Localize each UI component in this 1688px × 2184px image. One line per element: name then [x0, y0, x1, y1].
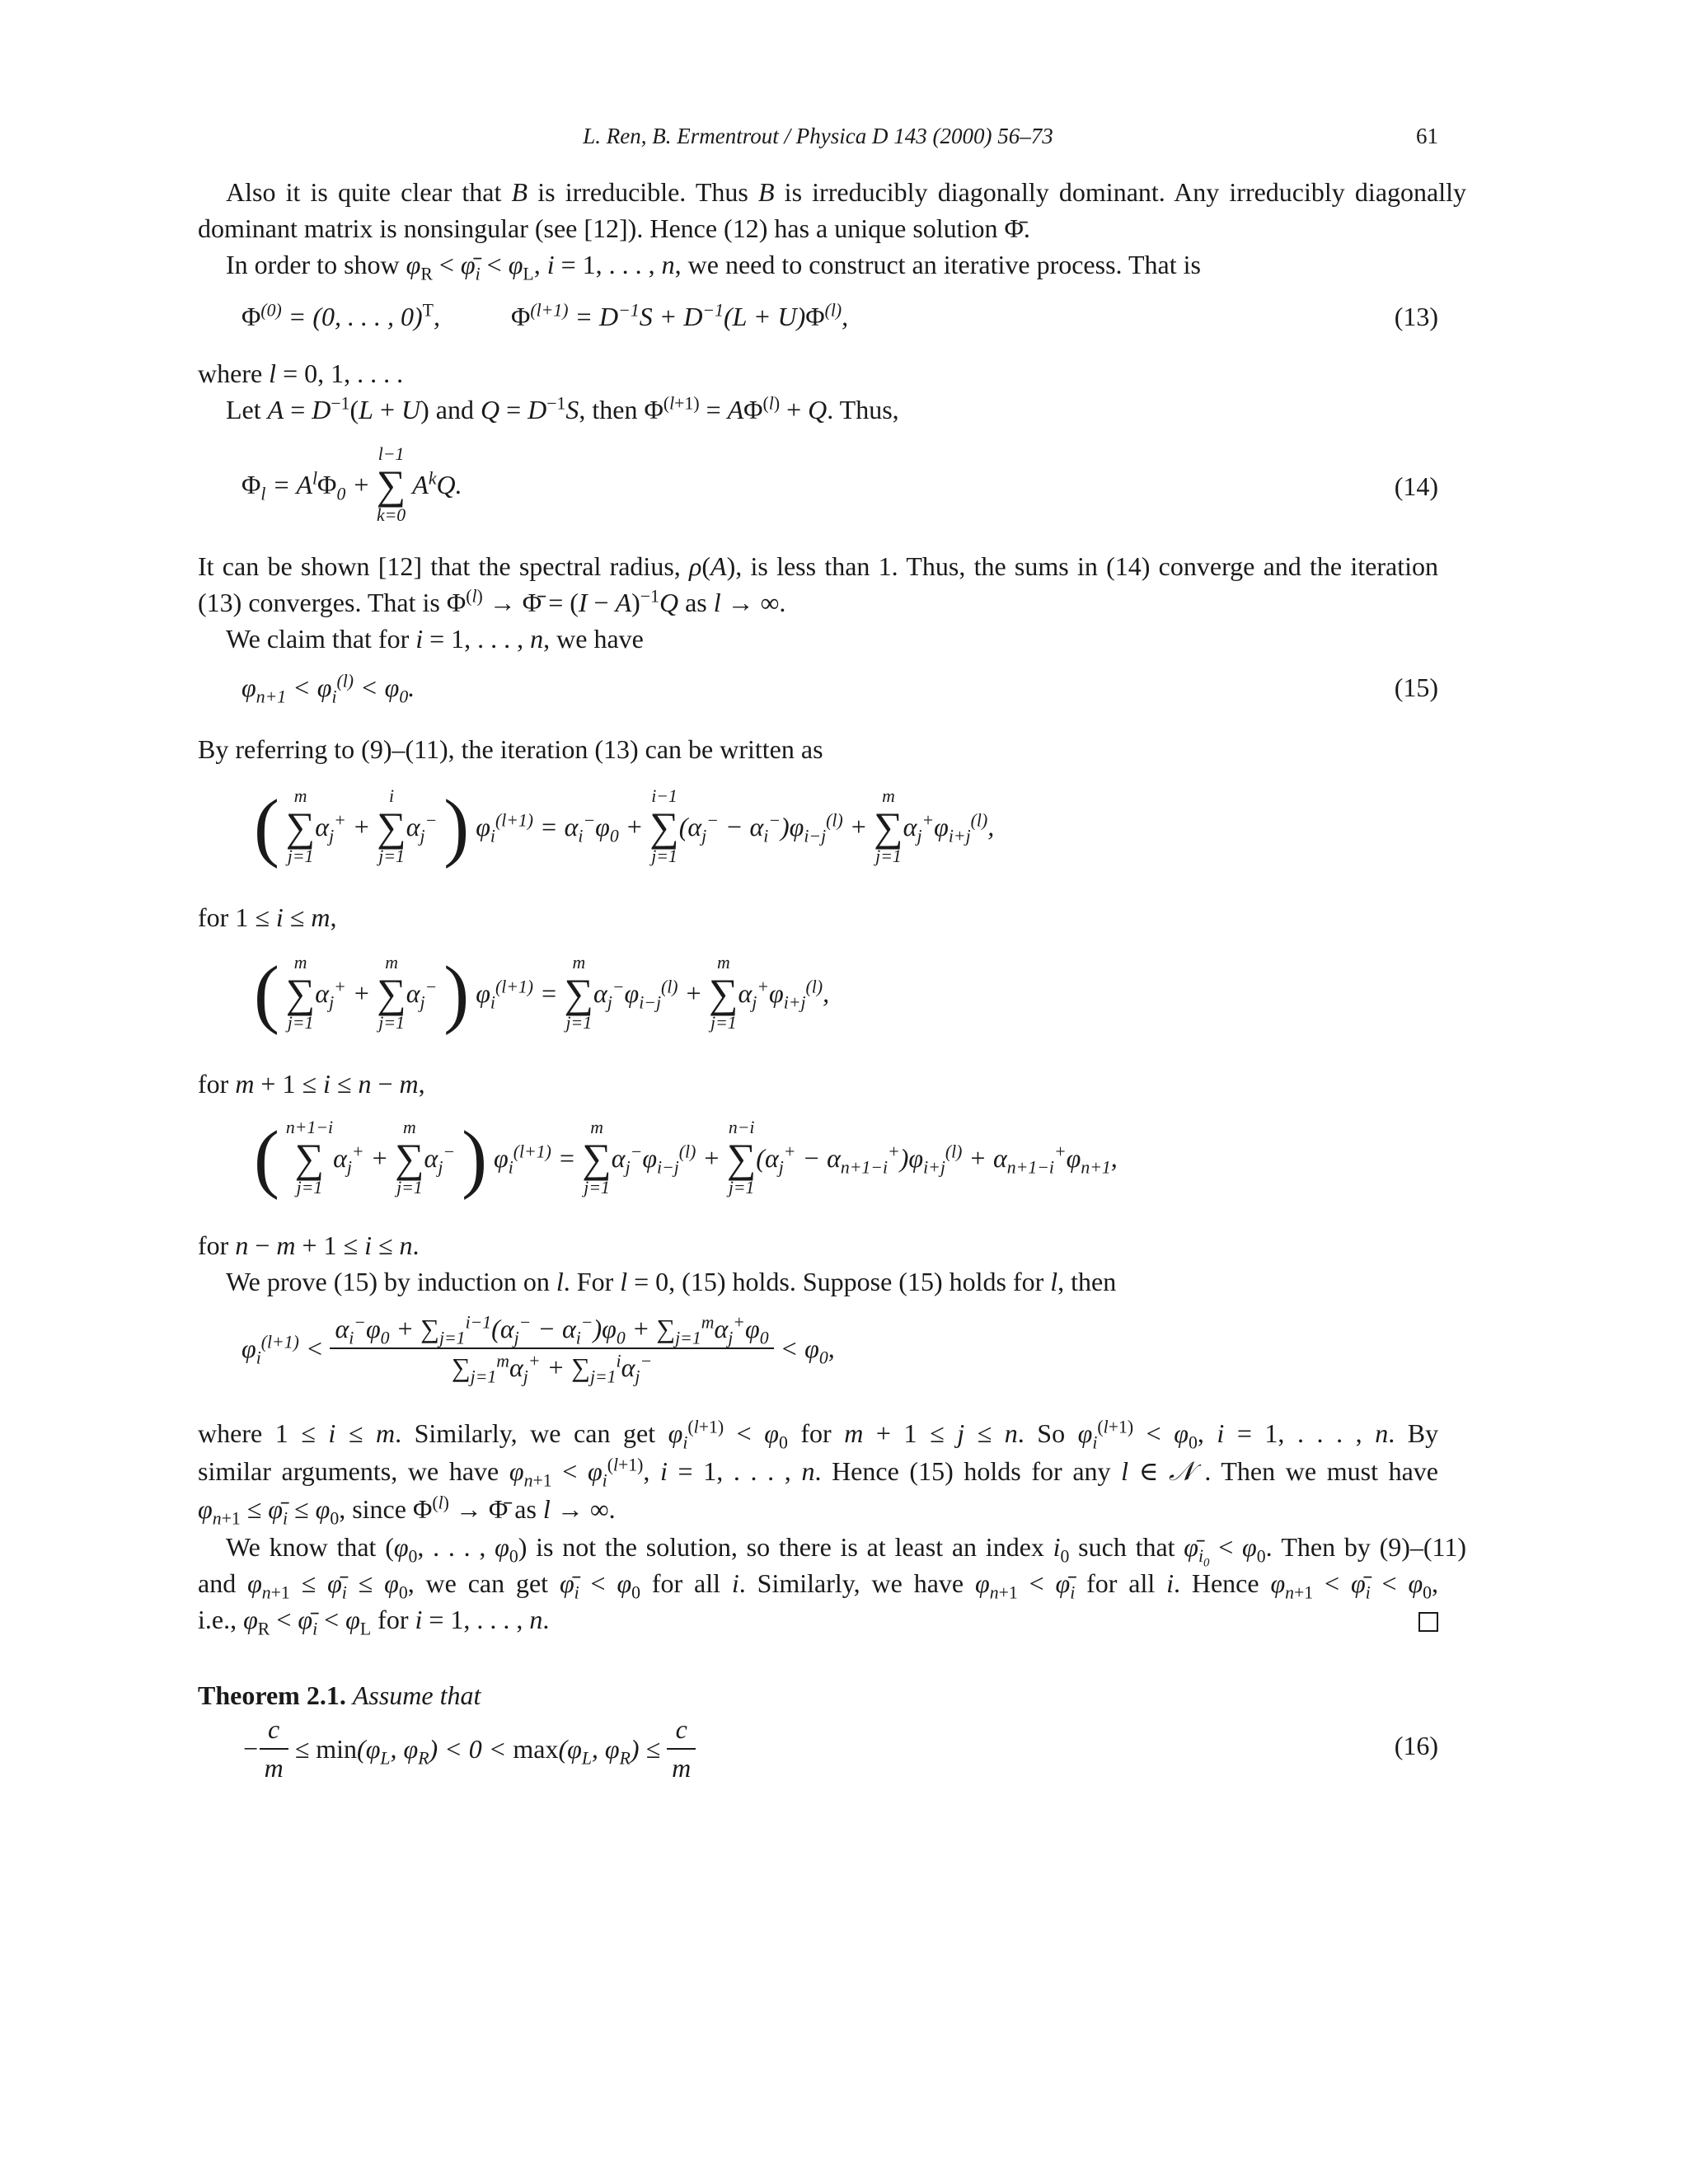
paragraph-referring: By referring to (9)–(11), the iteration (13) can be written as [198, 734, 823, 764]
running-header [198, 124, 1438, 157]
running-head-text: L. Ren, B. Ermentrout / Physica D 143 (2000) 56–73 [583, 124, 1053, 148]
equation-number-16: (16) [1394, 1731, 1438, 1760]
equation-16: − $\frac{c}{m}$ ≤ $\min(\varphi_L$, $\varphi_R) < 0 < \max(\varphi_L$, $\varphi_R$) ≤ $\frac{c}{m}$ [241, 1714, 696, 1783]
equation-number-14: (14) [1394, 471, 1438, 501]
equation-iteration-boundary-right: ( n+1−i ∑ j=1 $\alpha_j^+$ + m ∑ j=1 $\alpha_j^-$ ) $\varphi_i^{(l+1)}$ = m ∑ j=1 $\alpha_j^-\varphi_{i-j}^{(l)}$ + n−i ∑ j=1 $(\alpha_j^+ - \alpha_{n+1-i}^+)\varphi_{i+j}^{(l)} + \alpha_{n+1-i}^+\varphi_{n+1}$, [254, 1116, 1118, 1201]
theorem-label: Theorem 2.1. [198, 1680, 346, 1710]
equation-14: $\Phi_l = A^l\Phi_0$ + l−1 ∑ k=0 $A^kQ$. [241, 444, 462, 525]
induction-fraction: $\frac{\alpha_i^-\varphi_0 + \sum_{j=1}^{i-1}(\alpha_j^- - \alpha_i^-)\varphi_0 + \sum_{j=1}^m\alpha_j^+\varphi_0}{\sum_{j=1}^m\alpha_j^+ + \sum_{j=1}^i\alpha_j^-}$ [330, 1314, 773, 1383]
paragraph-spectral-radius-line1: It can be shown [12] that the spectral radius, ρ(A), is less than 1. Thus, the sums in (14) converge and the iteration [198, 551, 1439, 581]
equation-number-15: (15) [1394, 673, 1438, 702]
paragraph-claim: We claim that for i = 1, . . . , n, we have [226, 624, 644, 654]
paragraph-spectral-radius-line2: (13) converges. That is $\Phi^{(l)}$ → Φ̄ = $(I - A)^{-1}Q$ as l → ∞. [198, 586, 786, 617]
paragraph-irreducible-line2: dominant matrix is nonsingular (see [12]). Hence (12) has a unique solution Φ̄. [198, 213, 1030, 243]
equation-number-13: (13) [1394, 302, 1438, 331]
paragraph-range-2: for m + 1 ≤ i ≤ n − m, [198, 1069, 425, 1099]
paragraph-where-l: where l = 0, 1, . . . . [198, 359, 404, 388]
equation-iteration-interior: ( m ∑ j=1 $\alpha_j^+$ + m ∑ j=1 $\alpha_j^-$ ) $\varphi_i^{(l+1)}$ = m ∑ j=1 $\alpha_j^-\varphi_{i-j}^{(l)}$ + m ∑ j=1 $\alpha_j^+\varphi_{i+j}^{(l)}$, [254, 951, 830, 1036]
qed-box-icon [1418, 1612, 1438, 1632]
paragraph-similarly-line1: where 1 ≤ i ≤ m. Similarly, we can get $\varphi_i^{(l+1)} < \varphi_0$ for m + 1 ≤ j ≤ n. So $\varphi_i^{(l+1)} < \varphi_0$, i = 1, . . . , n. By [198, 1417, 1439, 1453]
paragraph-range-1: for 1 ≤ i ≤ m, [198, 902, 337, 932]
equation-induction-bound: $\varphi_i^{(l+1)}$ < $\frac{\alpha_i^-\varphi_0 + \sum_{j=1}^{i-1}(\alpha_j^- - \alpha_i^-)\varphi_0 + \sum_{j=1}^m\alpha_j^+\varphi_0}{\sum_{j=1}^m\alpha_j^+ + \sum_{j=1}^i\alpha_j^-}$ < $\varphi_0$, [241, 1312, 835, 1387]
paragraph-similarly-line2: similar arguments, we have $\varphi_{n+1} < \varphi_i^{(l+1)}$, i = 1, . . . , n. Hence (15) holds for any l ∈ 𝒩 . Then we must have [198, 1455, 1439, 1491]
equation-15: $\varphi_{n+1} < \varphi_i^{(l)} < \varphi_0$. [241, 671, 415, 707]
paragraph-irreducible-line1: Also it is quite clear that B is irreducible. Thus B is irreducibly diagonally dominant. Any irreducibly diagonally [226, 177, 1467, 207]
paragraph-range-3: for n − m + 1 ≤ i ≤ n. [198, 1230, 420, 1260]
paragraph-we-know-line1: We know that ($\varphi_0$, . . . , $\varphi_0$) is not the solution, so there is at least an index $i_0$ such that $\varphī_{i_0} < \varphi_0$. Then by (9)–(11) [226, 1532, 1466, 1570]
equation-13: $\Phi^{(0)} = (0$, . . . , 0)$^T$, $\Phi^{(l+1)} = D^{-1}S + D^{-1}(L + U)\Phi^{(l)}$, [241, 300, 849, 331]
theorem-2-1 [198, 1678, 1438, 1713]
paragraph-similarly-line3: $\varphi_{n+1}$ ≤ $\varphī_i \le \varphi_0$, since $\Phi^{(l)}$ → Φ̄ as l → ∞. [198, 1493, 616, 1529]
paragraph-induction: We prove (15) by induction on l. For l = 0, (15) holds. Suppose (15) holds for l, then [226, 1267, 1117, 1296]
theorem-text: Assume that [352, 1680, 481, 1710]
paragraph-iterative-intro: In order to show $\varphi_R$ < $\varphī_i < \varphi_L$, i = 1, . . . , n, we need to construct an iterative process. That is [226, 250, 1201, 284]
paragraph-we-know-line2: and $\varphi_{n+1}$ ≤ $\varphī_i \le \varphi_0$, we can get $\varphī_i < \varphi_0$ for all i. Similarly, we have $\varphi_{n+1}$ < $\varphī_i$ for all i. Hence $\varphi_{n+1}$ < $\varphī_i < \varphi_0$, [198, 1568, 1439, 1603]
equation-iteration-boundary-left: ( m ∑ j=1 $\alpha_j^+$ + i ∑ j=1 $\alpha_j^-$ ) $\varphi_i^{(l+1)} = \alpha_i^-\varphi_0$ + i−1 ∑ j=1 $(\alpha_j^- - \alpha_i^-)\varphi_{i-j}^{(l)}$ + m ∑ j=1 $\alpha_j^+\varphi_{i+j}^{(l)}$, [254, 785, 995, 869]
paragraph-let-a: Let $A = D^{-1}(L + U)$ and $Q = D^{-1}S$, then $\Phi^{(l+1)} = A\Phi^{(l)} + Q$. Thus, [226, 393, 899, 424]
page-number: 61 [1416, 124, 1438, 148]
paragraph-we-know-line3: i.e., $\varphi_R$ < $\varphī_i < \varphi_L$ for i = 1, . . . , n. [198, 1605, 550, 1639]
